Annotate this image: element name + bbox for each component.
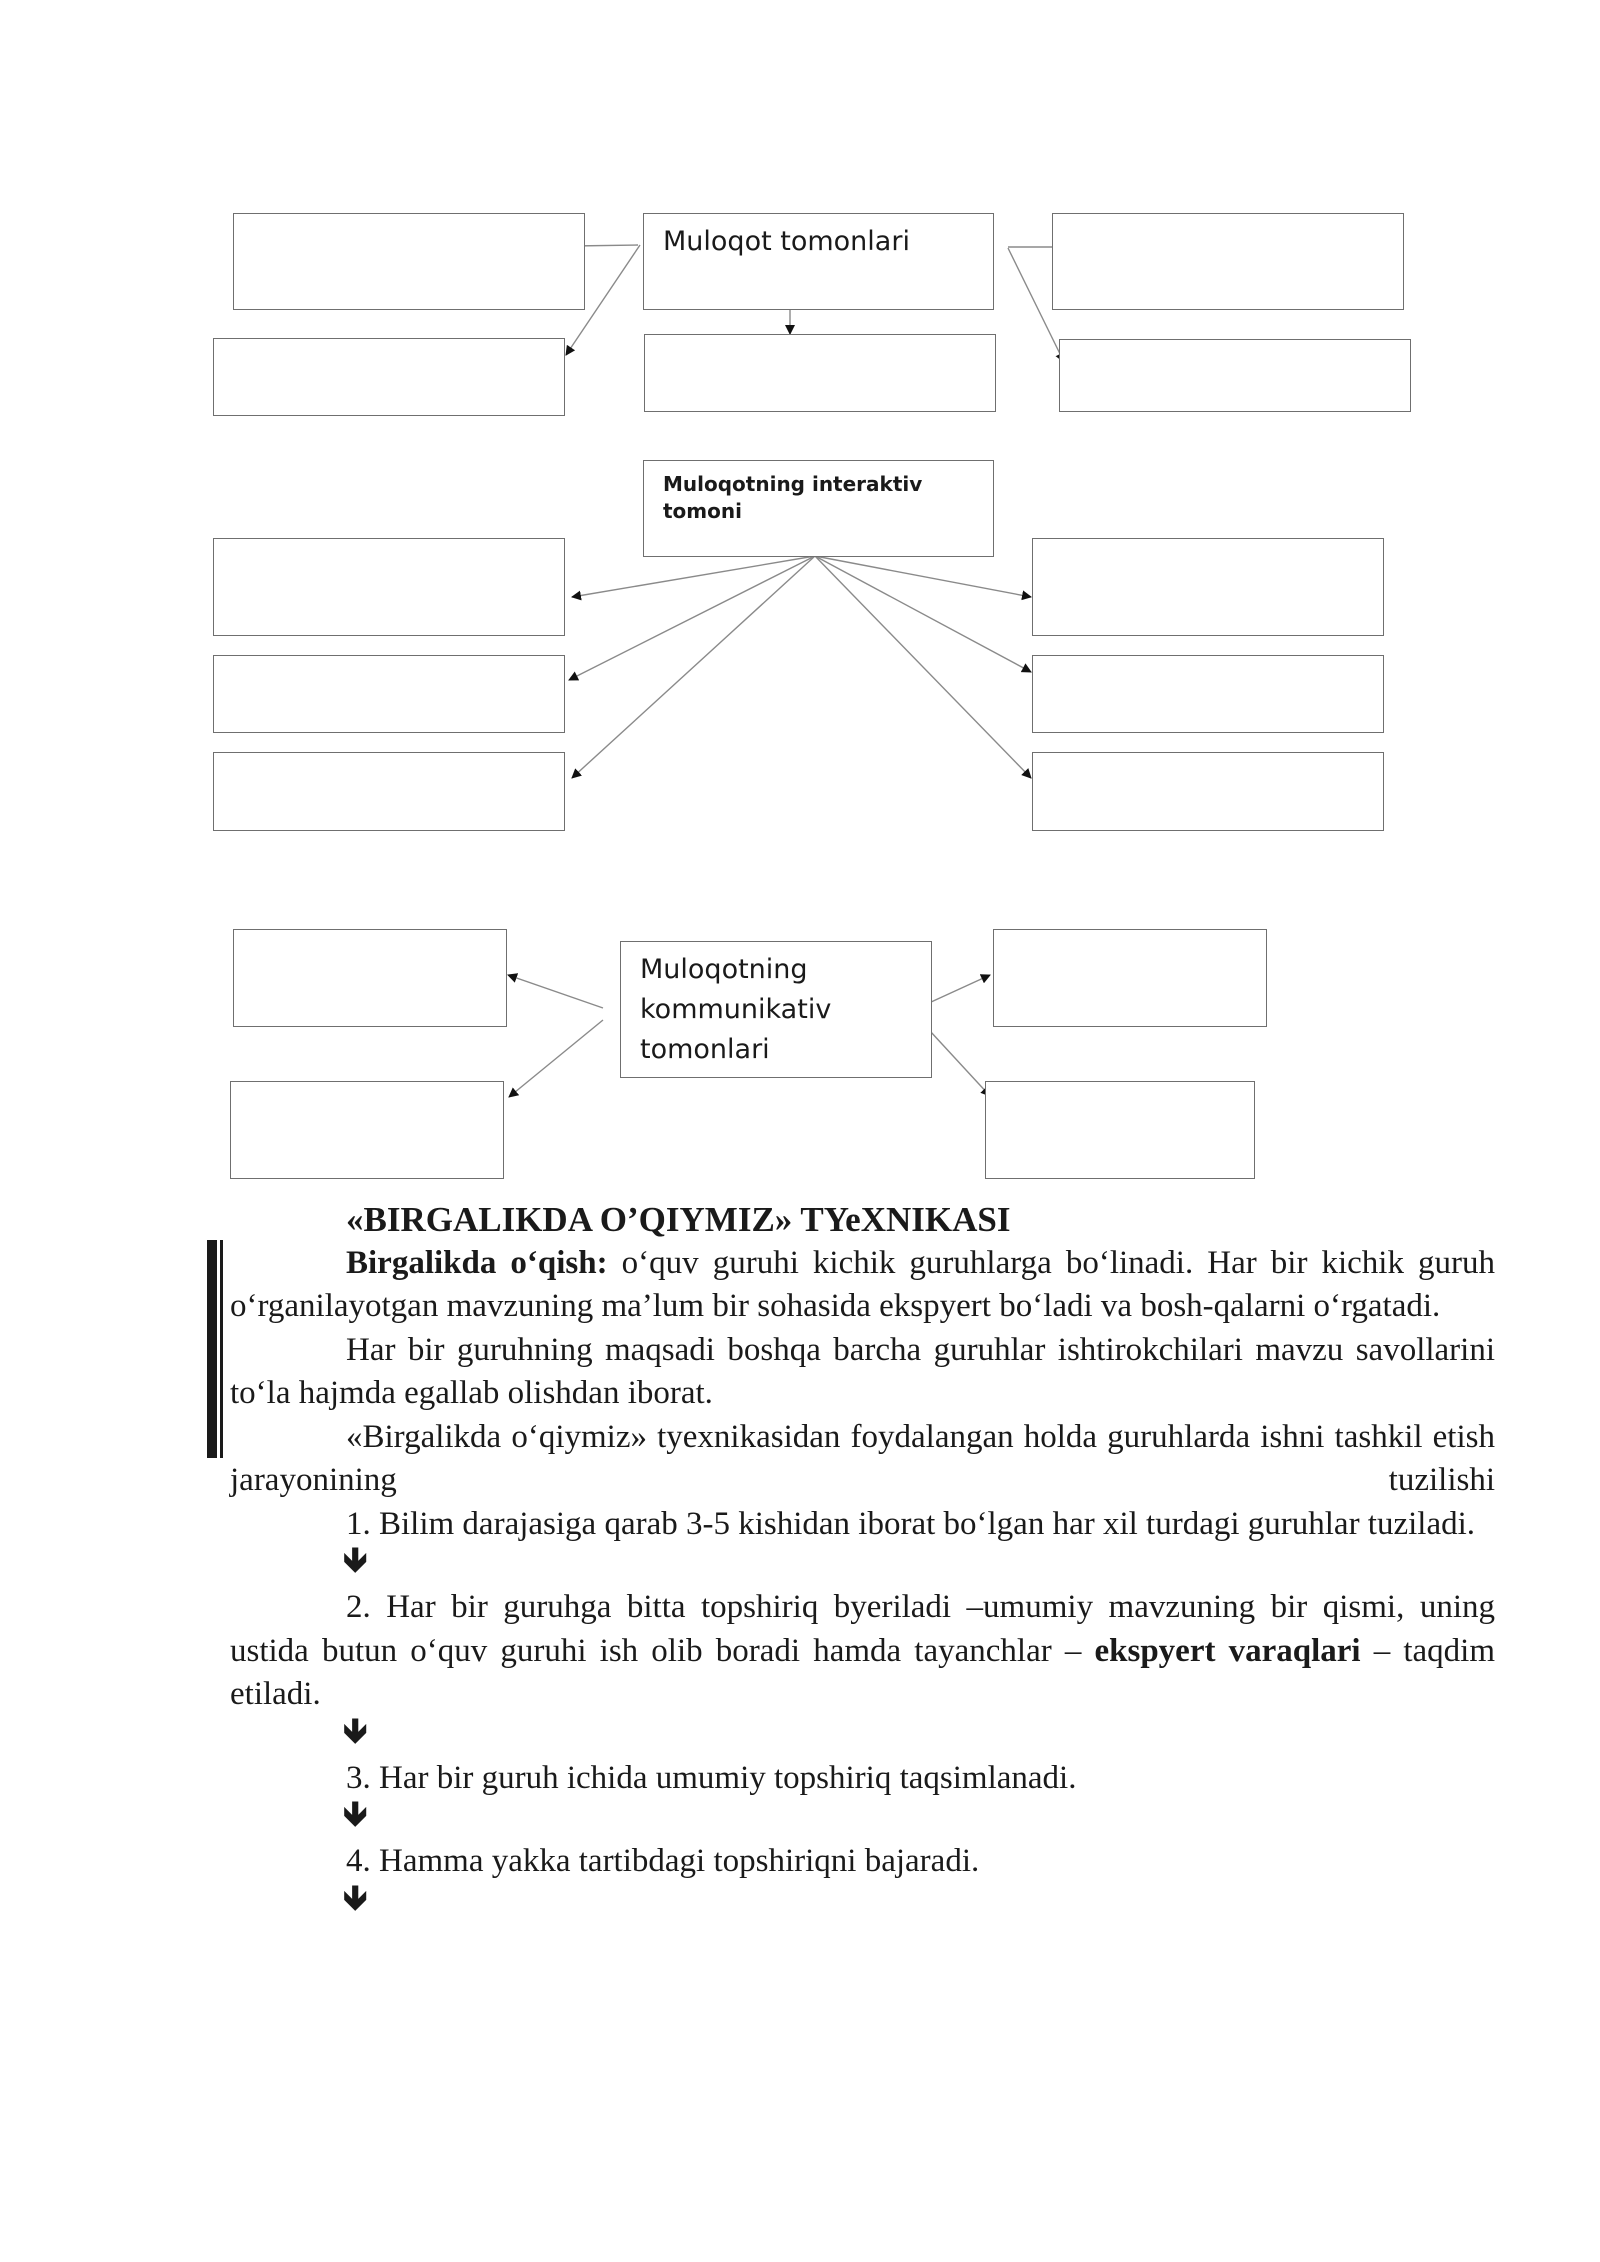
diagram2-center-box <box>643 460 994 557</box>
paragraph-1 <box>230 1242 1495 1329</box>
diagram1-empty-box-left-bottom <box>213 338 565 416</box>
diagram3-empty-box-left-bottom <box>230 1081 504 1179</box>
step-4: 4. Hamma yakka tartibdagi topshiriqni bajaradi. <box>346 1843 980 1879</box>
diagram3-center-label <box>621 942 931 1070</box>
diagram3-center-box <box>620 941 932 1078</box>
diagram2-empty-box-left-3 <box>213 752 565 831</box>
step-3: 3. Har bir guruh ichida umumiy topshiriq taqsimlanadi. <box>346 1759 1077 1796</box>
paragraph-2: Har bir guruhning maqsadi boshqa barcha guruhlar ishtirokchilari mavzu savollarini to‘la hajmda egallab olishdan iborat. <box>230 1331 1495 1411</box>
paragraph-3-text: «Birgalikda o‘qiymiz» tyexnikasidan foydalangan holda guruhlarda ishni tashkil etish jarayonining tuzilishi <box>230 1418 1495 1498</box>
step-2-text-a: 2. Har bir guruhga bitta topshiriq byeriladi –umumiy mavzuning bir qismi, uning ustida butun o‘quv guruhi ish olib boradi hamda tayanchlar – <box>230 1589 1495 1669</box>
diagram2-empty-box-right-1 <box>1032 538 1384 636</box>
down-arrow-icon: 🡻 <box>343 1794 368 1834</box>
connector-line <box>509 1020 603 1097</box>
step-2-text-b: – taqdim etiladi. <box>230 1632 1495 1712</box>
step-2-bold: ekspyert varaqlari <box>1094 1632 1361 1669</box>
connector-line <box>569 556 815 680</box>
diagram3-label-line: tomonlari <box>640 1034 770 1065</box>
diagram3-label-line: Muloqotning <box>640 954 808 985</box>
diagram1-center-box <box>643 213 994 310</box>
connector-line <box>508 975 603 1008</box>
diagram2-center-label: Muloqotning interaktiv tomoni <box>663 472 923 523</box>
diagram3-empty-box-right-bottom <box>985 1081 1255 1179</box>
connector-line <box>815 556 1031 597</box>
diagram1-center-label: Muloqot tomonlari <box>663 226 910 257</box>
diagram3-empty-box-left-top <box>233 929 507 1027</box>
paragraph-1-text: o‘quv guruhi kichik guruhlarga bo‘linadi. Har bir kichik guruh o‘rganilayotgan mavzuning ma’lum bir sohasida ekspyert bo‘ladi va bosh-qalarni o‘rgatadi. <box>230 1244 1495 1324</box>
paragraph-1-bold: Birgalikda o‘qish: <box>346 1244 608 1281</box>
diagram3-empty-box-right-top <box>993 929 1267 1027</box>
diagram2-empty-box-left-2 <box>213 655 565 733</box>
down-arrow-icon: 🡻 <box>343 1710 368 1751</box>
diagram2-empty-box-right-3 <box>1032 752 1384 831</box>
diagram1-empty-box-right-top <box>1052 213 1404 310</box>
diagram1-empty-box-left-top <box>233 213 585 310</box>
margin-change-bar-thin <box>220 1240 223 1458</box>
step-2 <box>230 1586 1495 1717</box>
diagram3-label-line: kommunikativ <box>640 994 832 1025</box>
diagram2-empty-box-right-2 <box>1032 655 1384 733</box>
text-section <box>230 1198 1495 1918</box>
step-1: 1. Bilim darajasiga qarab 3-5 kishidan iborat bo‘lgan har xil turdagi guruhlar tuziladi. <box>346 1505 1476 1542</box>
down-arrow-icon: 🡻 <box>343 1540 368 1580</box>
connector-line <box>572 556 815 597</box>
connector-line <box>572 556 815 778</box>
diagram1-empty-box-center-bottom <box>644 334 996 412</box>
connector-line <box>815 556 1031 778</box>
diagram2-empty-box-left-1 <box>213 538 565 636</box>
margin-change-bar <box>207 1240 217 1458</box>
connector-line <box>815 556 1031 672</box>
section-heading: «BIRGALIKDA O’QIYMIZ» TYeXNIKASI <box>346 1200 1011 1239</box>
diagram1-empty-box-right-bottom <box>1059 339 1411 412</box>
paragraph-3 <box>230 1416 1495 1503</box>
down-arrow-icon: 🡻 <box>343 1877 368 1918</box>
